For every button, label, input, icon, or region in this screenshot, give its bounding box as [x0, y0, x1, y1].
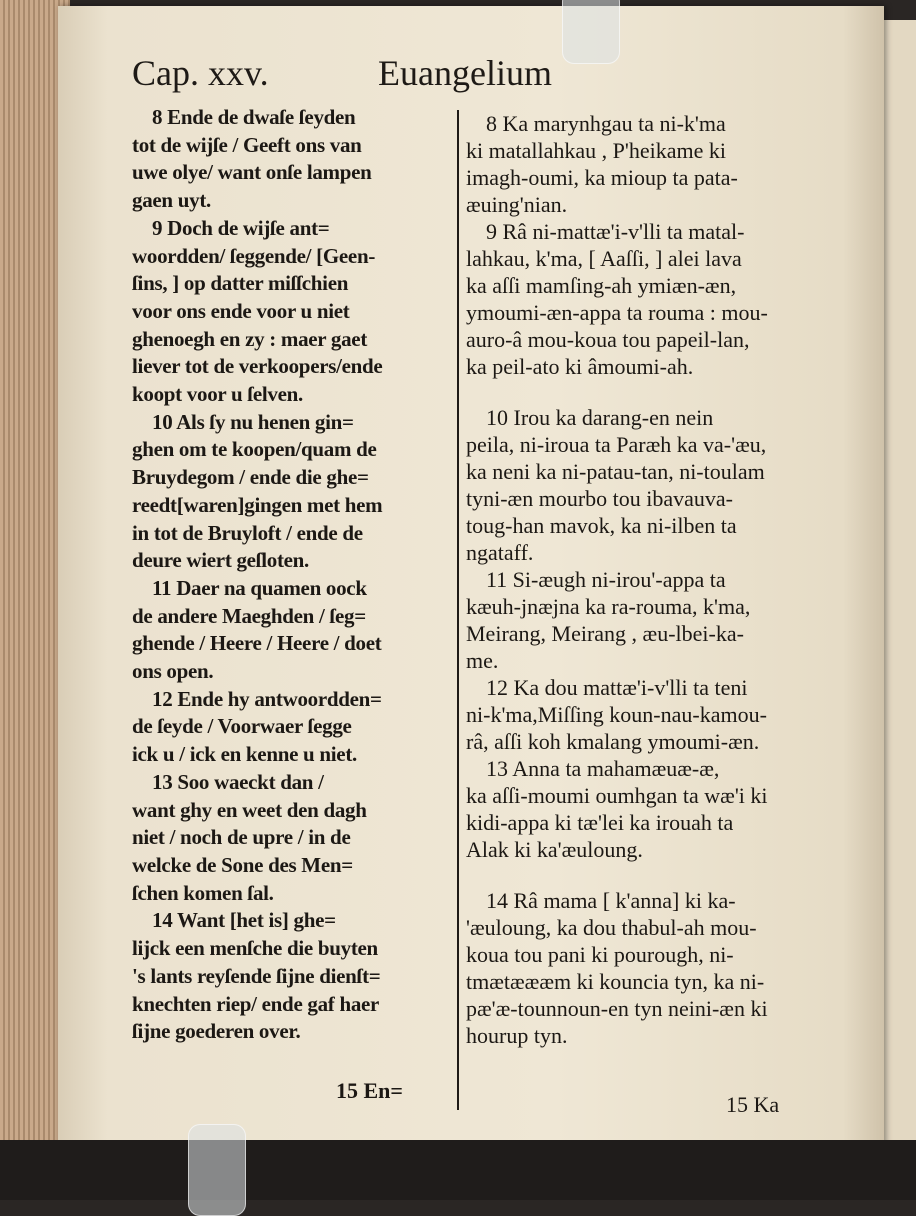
- chapter-label: Cap. xxv.: [132, 53, 269, 93]
- text-line: 8 Ende de dwaſe ſeyden: [152, 105, 356, 129]
- text-line: woordden/ ſeggende/ [Geen-: [132, 243, 376, 268]
- verse: [466, 566, 826, 674]
- text-line: 11 Daer na quamen oock: [152, 575, 367, 600]
- facing-page-edge: [880, 20, 916, 1160]
- text-line: imagh-oumi, ka mioup ta pata-: [466, 165, 738, 190]
- text-line: peila, ni-iroua ta Paræh ka va-'æu,: [466, 432, 767, 457]
- verse: [466, 218, 826, 380]
- text-line: koua tou pani ki pourough, ni-: [466, 942, 734, 967]
- page-clip-top: [562, 0, 620, 64]
- verse: [132, 686, 450, 769]
- text-line: ni-k'ma,Miſſing koun-nau-kamou-: [466, 702, 767, 727]
- text-line: 10 Irou ka darang-en nein: [486, 405, 714, 430]
- text-line: 11 Si-æugh ni-irou'-appa ta: [486, 567, 726, 592]
- text-line: râ, aſſi koh kmalang ymoumi-æn.: [466, 729, 760, 754]
- text-line: hourup tyn.: [466, 1023, 568, 1048]
- background-surface: [0, 1140, 916, 1200]
- verse: [132, 769, 450, 908]
- text-line: reedt[waren]gingen met hem: [132, 492, 383, 517]
- text-line: toug-han mavok, ka ni-ilben ta: [466, 513, 737, 538]
- dutch-column: [132, 104, 450, 1046]
- text-line: lijck een menſche die buyten: [132, 936, 378, 961]
- text-line: ymoumi-æn-appa ta rouma : mou-: [466, 300, 768, 325]
- column-divider: [457, 110, 459, 1110]
- text-line: de andere Maeghden / ſeg=: [132, 603, 366, 628]
- text-line: pæ'æ-tounnoun-en tyn neini-æn ki: [466, 996, 768, 1021]
- book-title: Euangelium: [378, 53, 552, 93]
- text-line: 12 Ka dou mattæ'i-v'lli ta teni: [486, 675, 748, 700]
- text-line: tmætæææm ki kouncia tyn, ka ni-: [466, 969, 765, 994]
- text-line: knechten riep/ ende gaf haer: [132, 991, 380, 1016]
- text-line: niet / noch de upre / in de: [132, 825, 351, 850]
- catchword-left: 15 En=: [336, 1078, 403, 1103]
- text-line: 12 Ende hy antwoordden=: [152, 686, 382, 711]
- text-line: de ſeyde / Voorwaer ſegge: [132, 714, 352, 739]
- page-clip-bottom: [188, 1124, 246, 1216]
- text-line: kæuh-jnæjna ka ra-rouma, k'ma,: [466, 594, 751, 619]
- text-line: want ghy en weet den dagh: [132, 797, 367, 822]
- text-line: ſijne goederen over.: [132, 1019, 301, 1044]
- text-line: gaen uyt.: [132, 188, 211, 213]
- text-line: 'æuloung, ka dou thabul-ah mou-: [466, 915, 757, 940]
- text-line: 8 Ka marynhgau ta ni-k'ma: [486, 111, 726, 136]
- verse: [466, 755, 826, 863]
- text-line: ngataff.: [466, 540, 534, 565]
- text-line: ghen om te koopen/quam de: [132, 437, 377, 462]
- text-line: æuing'nian.: [466, 192, 568, 217]
- verse: [132, 215, 450, 409]
- text-line: ick u / ick en kenne u niet.: [132, 742, 357, 767]
- verse-gap: [466, 380, 826, 404]
- text-line: ka aſſi mamſing-ah ymiæn-æn,: [466, 273, 737, 298]
- text-line: ſchen komen ſal.: [132, 880, 274, 905]
- verse-gap: [466, 863, 826, 887]
- verse: [132, 575, 450, 686]
- text-line: Meirang, Meirang , æu-lbei-ka-: [466, 621, 744, 646]
- text-line: uwe olye/ want onſe lampen: [132, 160, 372, 185]
- text-line: 14 Want [het is] ghe=: [152, 908, 336, 933]
- text-line: 10 Als ſy nu henen gin=: [152, 409, 354, 434]
- verse: [466, 674, 826, 755]
- text-line: lahkau, k'ma, [ Aaſſi, ] alei lava: [466, 246, 742, 271]
- text-line: ghende / Heere / Heere / doet: [132, 631, 382, 656]
- catchword-right: 15 Ka: [726, 1092, 780, 1117]
- text-line: Bruydegom / ende die ghe=: [132, 465, 369, 490]
- text-line: 13 Anna ta mahamæuæ-æ,: [486, 756, 720, 781]
- verse: [466, 110, 826, 218]
- text-line: voor ons ende voor u niet: [132, 298, 350, 323]
- text-line: auro-â mou-koua tou papeil-lan,: [466, 327, 750, 352]
- text-line: kidi-appa ki tæ'lei ka irouah ta: [466, 810, 734, 835]
- verse: [132, 907, 450, 1046]
- text-line: Alak ki ka'æuloung.: [466, 837, 643, 862]
- verse: [466, 887, 826, 1049]
- text-line: in tot de Bruyloft / ende de: [132, 520, 363, 545]
- text-line: 9 Râ ni-mattæ'i-v'lli ta matal-: [486, 219, 745, 244]
- formosan-column: [466, 110, 826, 1049]
- text-line: 13 Soo waeckt dan /: [152, 769, 324, 794]
- text-line: ghenoegh en zy : maer gaet: [132, 326, 368, 351]
- text-line: ka peil-ato ki âmoumi-ah.: [466, 354, 694, 379]
- text-line: 9 Doch de wijſe ant=: [152, 215, 330, 240]
- text-line: ka neni ka ni-patau-tan, ni-toulam: [466, 459, 765, 484]
- text-line: 's lants reyſende ſijne dienſt=: [132, 963, 381, 988]
- text-line: me.: [466, 648, 499, 673]
- text-line: 14 Râ mama [ k'anna] ki ka-: [486, 888, 736, 913]
- text-line: ons open.: [132, 659, 214, 684]
- text-line: ki matallahkau , P'heikame ki: [466, 138, 726, 163]
- text-line: welcke de Sone des Men=: [132, 852, 353, 877]
- verse: [132, 104, 450, 215]
- text-line: tyni-æn mourbo tou ibavauva-: [466, 486, 734, 511]
- verse: [132, 409, 450, 575]
- verse: [466, 404, 826, 566]
- text-line: liever tot de verkoopers/ende: [132, 354, 383, 379]
- text-line: koopt voor u ſelven.: [132, 382, 303, 407]
- text-line: ka aſſi-moumi oumhgan ta wæ'i ki: [466, 783, 768, 808]
- text-line: tot de wijſe / Geeft ons van: [132, 132, 362, 157]
- text-line: ſins, ] op datter miſſchien: [132, 271, 349, 296]
- text-line: deure wiert geſloten.: [132, 548, 310, 573]
